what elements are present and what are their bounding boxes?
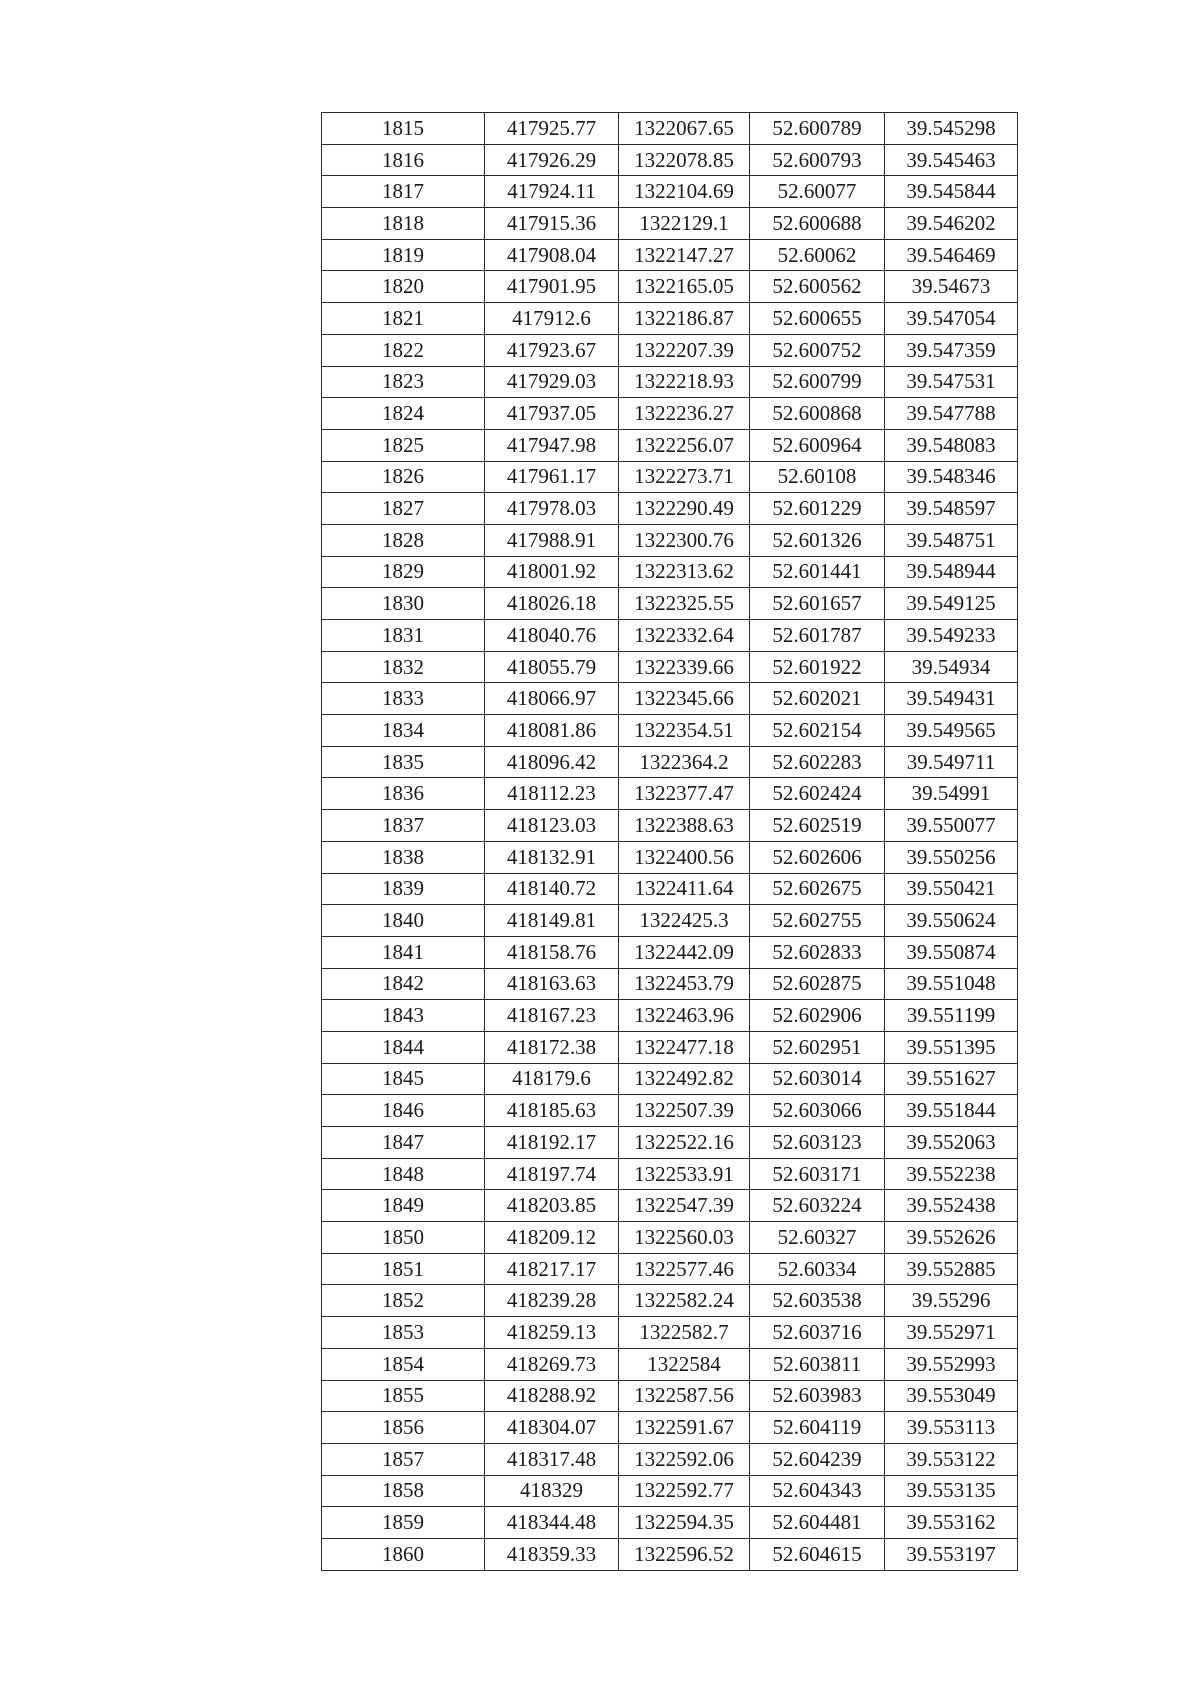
x-coordinate-cell: 418288.92 [485,1380,619,1412]
table-row [322,113,1018,145]
point-number-cell: 1857 [322,1443,485,1475]
table-row [322,366,1018,398]
latitude-cell: 52.603538 [750,1285,885,1317]
latitude-cell: 52.600868 [750,398,885,430]
latitude-cell: 52.600752 [750,334,885,366]
longitude-cell: 39.549431 [885,683,1018,715]
point-number-cell: 1848 [322,1158,485,1190]
table-row [322,1158,1018,1190]
latitude-cell: 52.60327 [750,1222,885,1254]
point-number-cell: 1859 [322,1507,485,1539]
x-coordinate-cell: 418140.72 [485,873,619,905]
x-coordinate-cell: 417901.95 [485,271,619,303]
table-row [322,936,1018,968]
table-row [322,398,1018,430]
x-coordinate-cell: 418149.81 [485,905,619,937]
x-coordinate-cell: 418001.92 [485,556,619,588]
y-coordinate-cell: 1322400.56 [619,841,750,873]
y-coordinate-cell: 1322256.07 [619,429,750,461]
y-coordinate-cell: 1322332.64 [619,620,750,652]
x-coordinate-cell: 418112.23 [485,778,619,810]
longitude-cell: 39.550077 [885,810,1018,842]
point-number-cell: 1827 [322,493,485,525]
x-coordinate-cell: 417908.04 [485,239,619,271]
longitude-cell: 39.551199 [885,1000,1018,1032]
y-coordinate-cell: 1322129.1 [619,208,750,240]
x-coordinate-cell: 418163.63 [485,968,619,1000]
table-row [322,683,1018,715]
y-coordinate-cell: 1322547.39 [619,1190,750,1222]
point-number-cell: 1842 [322,968,485,1000]
x-coordinate-cell: 418304.07 [485,1412,619,1444]
latitude-cell: 52.600688 [750,208,885,240]
table-row [322,524,1018,556]
table-row [322,873,1018,905]
x-coordinate-cell: 418185.63 [485,1095,619,1127]
longitude-cell: 39.54673 [885,271,1018,303]
y-coordinate-cell: 1322273.71 [619,461,750,493]
longitude-cell: 39.547531 [885,366,1018,398]
x-coordinate-cell: 418179.6 [485,1063,619,1095]
longitude-cell: 39.549565 [885,715,1018,747]
table-row [322,1507,1018,1539]
longitude-cell: 39.545298 [885,113,1018,145]
longitude-cell: 39.553049 [885,1380,1018,1412]
longitude-cell: 39.546202 [885,208,1018,240]
table-body [322,113,1018,1571]
latitude-cell: 52.60334 [750,1253,885,1285]
x-coordinate-cell: 417915.36 [485,208,619,240]
latitude-cell: 52.602833 [750,936,885,968]
table-row [322,651,1018,683]
y-coordinate-cell: 1322354.51 [619,715,750,747]
latitude-cell: 52.601922 [750,651,885,683]
latitude-cell: 52.603811 [750,1348,885,1380]
x-coordinate-cell: 417947.98 [485,429,619,461]
latitude-cell: 52.604119 [750,1412,885,1444]
longitude-cell: 39.54934 [885,651,1018,683]
table-row [322,334,1018,366]
y-coordinate-cell: 1322594.35 [619,1507,750,1539]
longitude-cell: 39.545463 [885,144,1018,176]
latitude-cell: 52.600793 [750,144,885,176]
point-number-cell: 1849 [322,1190,485,1222]
latitude-cell: 52.602755 [750,905,885,937]
x-coordinate-cell: 418158.76 [485,936,619,968]
longitude-cell: 39.552885 [885,1253,1018,1285]
table-row [322,715,1018,747]
table-row [322,271,1018,303]
latitude-cell: 52.603716 [750,1317,885,1349]
point-number-cell: 1851 [322,1253,485,1285]
latitude-cell: 52.60077 [750,176,885,208]
table-row [322,556,1018,588]
point-number-cell: 1856 [322,1412,485,1444]
latitude-cell: 52.603171 [750,1158,885,1190]
table-row [322,746,1018,778]
latitude-cell: 52.604239 [750,1443,885,1475]
latitude-cell: 52.600964 [750,429,885,461]
y-coordinate-cell: 1322165.05 [619,271,750,303]
latitude-cell: 52.603123 [750,1127,885,1159]
x-coordinate-cell: 418239.28 [485,1285,619,1317]
latitude-cell: 52.600799 [750,366,885,398]
point-number-cell: 1816 [322,144,485,176]
point-number-cell: 1823 [322,366,485,398]
longitude-cell: 39.553122 [885,1443,1018,1475]
latitude-cell: 52.604343 [750,1475,885,1507]
latitude-cell: 52.602021 [750,683,885,715]
y-coordinate-cell: 1322492.82 [619,1063,750,1095]
latitude-cell: 52.600789 [750,113,885,145]
y-coordinate-cell: 1322477.18 [619,1031,750,1063]
point-number-cell: 1831 [322,620,485,652]
table-row [322,1190,1018,1222]
latitude-cell: 52.603983 [750,1380,885,1412]
coordinates-table [321,112,1018,1571]
longitude-cell: 39.54991 [885,778,1018,810]
table-row [322,461,1018,493]
longitude-cell: 39.551395 [885,1031,1018,1063]
longitude-cell: 39.546469 [885,239,1018,271]
y-coordinate-cell: 1322078.85 [619,144,750,176]
latitude-cell: 52.602906 [750,1000,885,1032]
x-coordinate-cell: 417988.91 [485,524,619,556]
point-number-cell: 1858 [322,1475,485,1507]
y-coordinate-cell: 1322507.39 [619,1095,750,1127]
latitude-cell: 52.602519 [750,810,885,842]
table-row [322,208,1018,240]
y-coordinate-cell: 1322186.87 [619,303,750,335]
y-coordinate-cell: 1322325.55 [619,588,750,620]
point-number-cell: 1836 [322,778,485,810]
table-row [322,1253,1018,1285]
y-coordinate-cell: 1322104.69 [619,176,750,208]
point-number-cell: 1830 [322,588,485,620]
longitude-cell: 39.547788 [885,398,1018,430]
point-number-cell: 1840 [322,905,485,937]
longitude-cell: 39.548751 [885,524,1018,556]
point-number-cell: 1822 [322,334,485,366]
y-coordinate-cell: 1322592.06 [619,1443,750,1475]
latitude-cell: 52.602675 [750,873,885,905]
x-coordinate-cell: 417929.03 [485,366,619,398]
longitude-cell: 39.553135 [885,1475,1018,1507]
y-coordinate-cell: 1322290.49 [619,493,750,525]
latitude-cell: 52.603066 [750,1095,885,1127]
table-row [322,1475,1018,1507]
point-number-cell: 1815 [322,113,485,145]
y-coordinate-cell: 1322300.76 [619,524,750,556]
table-row [322,1380,1018,1412]
y-coordinate-cell: 1322584 [619,1348,750,1380]
longitude-cell: 39.545844 [885,176,1018,208]
table-row [322,1222,1018,1254]
x-coordinate-cell: 417937.05 [485,398,619,430]
x-coordinate-cell: 418081.86 [485,715,619,747]
y-coordinate-cell: 1322067.65 [619,113,750,145]
longitude-cell: 39.553197 [885,1538,1018,1570]
y-coordinate-cell: 1322582.24 [619,1285,750,1317]
latitude-cell: 52.601229 [750,493,885,525]
longitude-cell: 39.550624 [885,905,1018,937]
table-row [322,303,1018,335]
longitude-cell: 39.548083 [885,429,1018,461]
y-coordinate-cell: 1322533.91 [619,1158,750,1190]
table-row [322,968,1018,1000]
latitude-cell: 52.602951 [750,1031,885,1063]
x-coordinate-cell: 418317.48 [485,1443,619,1475]
latitude-cell: 52.603014 [750,1063,885,1095]
y-coordinate-cell: 1322442.09 [619,936,750,968]
point-number-cell: 1834 [322,715,485,747]
longitude-cell: 39.549233 [885,620,1018,652]
point-number-cell: 1818 [322,208,485,240]
x-coordinate-cell: 417978.03 [485,493,619,525]
longitude-cell: 39.548597 [885,493,1018,525]
y-coordinate-cell: 1322236.27 [619,398,750,430]
point-number-cell: 1839 [322,873,485,905]
point-number-cell: 1846 [322,1095,485,1127]
latitude-cell: 52.600655 [750,303,885,335]
x-coordinate-cell: 418066.97 [485,683,619,715]
longitude-cell: 39.547054 [885,303,1018,335]
x-coordinate-cell: 418344.48 [485,1507,619,1539]
table-row [322,778,1018,810]
y-coordinate-cell: 1322425.3 [619,905,750,937]
point-number-cell: 1817 [322,176,485,208]
latitude-cell: 52.602424 [750,778,885,810]
point-number-cell: 1828 [322,524,485,556]
longitude-cell: 39.548944 [885,556,1018,588]
x-coordinate-cell: 418192.17 [485,1127,619,1159]
longitude-cell: 39.547359 [885,334,1018,366]
latitude-cell: 52.601657 [750,588,885,620]
point-number-cell: 1843 [322,1000,485,1032]
table-row [322,1285,1018,1317]
table-row [322,1348,1018,1380]
longitude-cell: 39.553162 [885,1507,1018,1539]
latitude-cell: 52.604615 [750,1538,885,1570]
y-coordinate-cell: 1322147.27 [619,239,750,271]
table-row [322,429,1018,461]
point-number-cell: 1821 [322,303,485,335]
table-row [322,841,1018,873]
y-coordinate-cell: 1322522.16 [619,1127,750,1159]
y-coordinate-cell: 1322345.66 [619,683,750,715]
longitude-cell: 39.552971 [885,1317,1018,1349]
y-coordinate-cell: 1322313.62 [619,556,750,588]
longitude-cell: 39.549125 [885,588,1018,620]
latitude-cell: 52.600562 [750,271,885,303]
x-coordinate-cell: 417925.77 [485,113,619,145]
point-number-cell: 1819 [322,239,485,271]
point-number-cell: 1825 [322,429,485,461]
point-number-cell: 1860 [322,1538,485,1570]
table-row [322,1443,1018,1475]
table-row [322,905,1018,937]
table-row [322,588,1018,620]
latitude-cell: 52.60062 [750,239,885,271]
longitude-cell: 39.553113 [885,1412,1018,1444]
longitude-cell: 39.55296 [885,1285,1018,1317]
point-number-cell: 1850 [322,1222,485,1254]
y-coordinate-cell: 1322591.67 [619,1412,750,1444]
y-coordinate-cell: 1322411.64 [619,873,750,905]
point-number-cell: 1838 [322,841,485,873]
x-coordinate-cell: 417961.17 [485,461,619,493]
point-number-cell: 1853 [322,1317,485,1349]
table-row [322,620,1018,652]
x-coordinate-cell: 418329 [485,1475,619,1507]
table-row [322,176,1018,208]
x-coordinate-cell: 418259.13 [485,1317,619,1349]
latitude-cell: 52.602606 [750,841,885,873]
latitude-cell: 52.601787 [750,620,885,652]
longitude-cell: 39.552993 [885,1348,1018,1380]
point-number-cell: 1826 [322,461,485,493]
point-number-cell: 1837 [322,810,485,842]
longitude-cell: 39.551048 [885,968,1018,1000]
point-number-cell: 1820 [322,271,485,303]
y-coordinate-cell: 1322592.77 [619,1475,750,1507]
longitude-cell: 39.552438 [885,1190,1018,1222]
x-coordinate-cell: 418040.76 [485,620,619,652]
x-coordinate-cell: 418359.33 [485,1538,619,1570]
longitude-cell: 39.552238 [885,1158,1018,1190]
longitude-cell: 39.548346 [885,461,1018,493]
table-row [322,1095,1018,1127]
latitude-cell: 52.601441 [750,556,885,588]
longitude-cell: 39.550421 [885,873,1018,905]
x-coordinate-cell: 418203.85 [485,1190,619,1222]
point-number-cell: 1852 [322,1285,485,1317]
latitude-cell: 52.602154 [750,715,885,747]
x-coordinate-cell: 418167.23 [485,1000,619,1032]
x-coordinate-cell: 418026.18 [485,588,619,620]
x-coordinate-cell: 418197.74 [485,1158,619,1190]
table-row [322,493,1018,525]
x-coordinate-cell: 418096.42 [485,746,619,778]
table-row [322,810,1018,842]
x-coordinate-cell: 418217.17 [485,1253,619,1285]
table-row [322,1063,1018,1095]
y-coordinate-cell: 1322587.56 [619,1380,750,1412]
longitude-cell: 39.552063 [885,1127,1018,1159]
latitude-cell: 52.602283 [750,746,885,778]
point-number-cell: 1855 [322,1380,485,1412]
point-number-cell: 1844 [322,1031,485,1063]
point-number-cell: 1841 [322,936,485,968]
y-coordinate-cell: 1322207.39 [619,334,750,366]
table-row [322,1000,1018,1032]
longitude-cell: 39.550256 [885,841,1018,873]
latitude-cell: 52.601326 [750,524,885,556]
y-coordinate-cell: 1322596.52 [619,1538,750,1570]
point-number-cell: 1824 [322,398,485,430]
table-row [322,1317,1018,1349]
latitude-cell: 52.603224 [750,1190,885,1222]
y-coordinate-cell: 1322582.7 [619,1317,750,1349]
x-coordinate-cell: 418055.79 [485,651,619,683]
y-coordinate-cell: 1322364.2 [619,746,750,778]
longitude-cell: 39.549711 [885,746,1018,778]
latitude-cell: 52.604481 [750,1507,885,1539]
x-coordinate-cell: 417923.67 [485,334,619,366]
y-coordinate-cell: 1322463.96 [619,1000,750,1032]
table-row [322,1538,1018,1570]
latitude-cell: 52.60108 [750,461,885,493]
longitude-cell: 39.551627 [885,1063,1018,1095]
table-row [322,1127,1018,1159]
point-number-cell: 1835 [322,746,485,778]
x-coordinate-cell: 418269.73 [485,1348,619,1380]
y-coordinate-cell: 1322218.93 [619,366,750,398]
x-coordinate-cell: 417912.6 [485,303,619,335]
table-row [322,1412,1018,1444]
table-row [322,1031,1018,1063]
point-number-cell: 1854 [322,1348,485,1380]
longitude-cell: 39.551844 [885,1095,1018,1127]
x-coordinate-cell: 418123.03 [485,810,619,842]
point-number-cell: 1833 [322,683,485,715]
table-row [322,239,1018,271]
longitude-cell: 39.550874 [885,936,1018,968]
table-row [322,144,1018,176]
latitude-cell: 52.602875 [750,968,885,1000]
x-coordinate-cell: 418172.38 [485,1031,619,1063]
longitude-cell: 39.552626 [885,1222,1018,1254]
x-coordinate-cell: 417924.11 [485,176,619,208]
y-coordinate-cell: 1322453.79 [619,968,750,1000]
y-coordinate-cell: 1322577.46 [619,1253,750,1285]
point-number-cell: 1832 [322,651,485,683]
point-number-cell: 1847 [322,1127,485,1159]
x-coordinate-cell: 418132.91 [485,841,619,873]
x-coordinate-cell: 417926.29 [485,144,619,176]
y-coordinate-cell: 1322339.66 [619,651,750,683]
point-number-cell: 1845 [322,1063,485,1095]
y-coordinate-cell: 1322560.03 [619,1222,750,1254]
x-coordinate-cell: 418209.12 [485,1222,619,1254]
y-coordinate-cell: 1322388.63 [619,810,750,842]
point-number-cell: 1829 [322,556,485,588]
y-coordinate-cell: 1322377.47 [619,778,750,810]
